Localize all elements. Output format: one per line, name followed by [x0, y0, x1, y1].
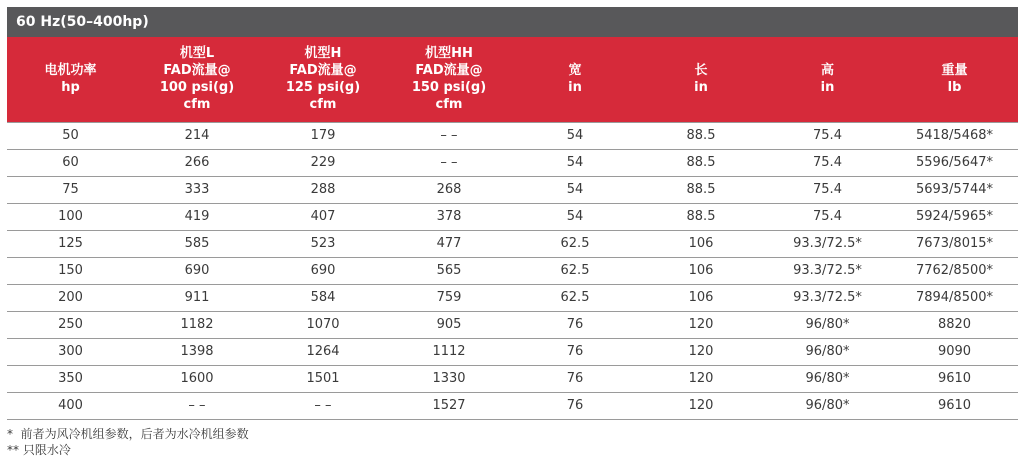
column-header-width — [512, 37, 638, 122]
cell-length: 106 — [638, 257, 764, 284]
cell-motor-power: 200 — [7, 284, 134, 311]
table-row — [7, 392, 1018, 419]
cell-model-l-fad: 266 — [134, 149, 260, 176]
cell-motor-power: 75 — [7, 176, 134, 203]
column-header-line: in — [694, 80, 708, 96]
cell-model-l-fad: 419 — [134, 203, 260, 230]
cell-width: 76 — [512, 392, 638, 419]
cell-model-hh-fad: 905 — [386, 311, 512, 338]
cell-height: 96/80* — [764, 365, 891, 392]
cell-weight: 5596/5647* — [891, 149, 1018, 176]
column-header-line: 长 — [694, 63, 708, 79]
cell-length: 120 — [638, 365, 764, 392]
cell-motor-power: 60 — [7, 149, 134, 176]
cell-weight: 9610 — [891, 392, 1018, 419]
cell-model-h-fad: 1070 — [260, 311, 386, 338]
cell-model-h-fad: 690 — [260, 257, 386, 284]
cell-width: 54 — [512, 176, 638, 203]
cell-model-hh-fad: – – — [386, 149, 512, 176]
header-row — [7, 37, 1018, 122]
cell-length: 88.5 — [638, 176, 764, 203]
table-body — [7, 122, 1018, 419]
cell-width: 54 — [512, 149, 638, 176]
column-header-line: 机型L — [179, 46, 215, 62]
cell-model-hh-fad: 565 — [386, 257, 512, 284]
cell-model-hh-fad: 268 — [386, 176, 512, 203]
column-header-line: in — [820, 80, 835, 96]
cell-model-h-fad: 229 — [260, 149, 386, 176]
column-header-line: in — [568, 80, 582, 96]
column-header-line: hp — [61, 80, 80, 96]
cell-model-h-fad: 1264 — [260, 338, 386, 365]
column-header-line: 机型H — [304, 46, 342, 62]
cell-width: 54 — [512, 122, 638, 149]
cell-model-h-fad: 584 — [260, 284, 386, 311]
column-header-line: cfm — [435, 97, 463, 113]
cell-weight: 7894/8500* — [891, 284, 1018, 311]
cell-weight: 7673/8015* — [891, 230, 1018, 257]
cell-height: 93.3/72.5* — [764, 257, 891, 284]
cell-weight: 5924/5965* — [891, 203, 1018, 230]
column-header-line: 150 psi(g) — [411, 80, 487, 96]
cell-model-h-fad: 523 — [260, 230, 386, 257]
cell-model-hh-fad: 1330 — [386, 365, 512, 392]
cell-length: 106 — [638, 230, 764, 257]
column-header-line: 宽 — [568, 63, 582, 79]
cell-length: 106 — [638, 284, 764, 311]
footnote-water-only: ** 只限水冷 — [7, 443, 71, 457]
cell-model-l-fad: 585 — [134, 230, 260, 257]
cell-weight: 7762/8500* — [891, 257, 1018, 284]
spec-table — [7, 37, 1018, 420]
table-row — [7, 365, 1018, 392]
footnotes — [7, 426, 249, 458]
column-header-line: 机型HH — [425, 46, 473, 62]
cell-height: 75.4 — [764, 203, 891, 230]
cell-weight: 8820 — [891, 311, 1018, 338]
cell-model-l-fad: 1398 — [134, 338, 260, 365]
column-header-model-h-fad — [260, 37, 386, 122]
table-row — [7, 338, 1018, 365]
cell-width: 62.5 — [512, 257, 638, 284]
column-header-line: FAD流量@ — [415, 63, 483, 79]
column-header-line: 高 — [820, 63, 834, 79]
cell-height: 75.4 — [764, 176, 891, 203]
cell-model-hh-fad: 1527 — [386, 392, 512, 419]
spec-table-container — [7, 7, 1018, 420]
cell-model-l-fad: 333 — [134, 176, 260, 203]
column-header-line: 重量 — [941, 63, 968, 79]
column-header-line: 125 psi(g) — [285, 80, 361, 96]
cell-weight: 5418/5468* — [891, 122, 1018, 149]
cell-model-h-fad: 407 — [260, 203, 386, 230]
table-row — [7, 149, 1018, 176]
cell-motor-power: 150 — [7, 257, 134, 284]
cell-width: 54 — [512, 203, 638, 230]
cell-model-hh-fad: 1112 — [386, 338, 512, 365]
column-header-line: lb — [947, 80, 962, 96]
cell-height: 96/80* — [764, 338, 891, 365]
cell-model-h-fad: – – — [260, 392, 386, 419]
column-header-line: 电机功率 — [44, 63, 97, 79]
cell-motor-power: 100 — [7, 203, 134, 230]
table-row — [7, 311, 1018, 338]
cell-length: 120 — [638, 311, 764, 338]
cell-model-l-fad: 214 — [134, 122, 260, 149]
cell-width: 76 — [512, 311, 638, 338]
cell-length: 88.5 — [638, 203, 764, 230]
table-row — [7, 257, 1018, 284]
cell-model-l-fad: 1182 — [134, 311, 260, 338]
cell-motor-power: 400 — [7, 392, 134, 419]
cell-motor-power: 250 — [7, 311, 134, 338]
footnote-air-water: * 前者为风冷机组参数，后者为水冷机组参数 — [7, 427, 249, 441]
cell-width: 76 — [512, 365, 638, 392]
cell-height: 93.3/72.5* — [764, 284, 891, 311]
table-header — [7, 37, 1018, 122]
cell-height: 96/80* — [764, 392, 891, 419]
cell-length: 88.5 — [638, 149, 764, 176]
cell-model-hh-fad: 378 — [386, 203, 512, 230]
cell-weight: 9610 — [891, 365, 1018, 392]
cell-motor-power: 300 — [7, 338, 134, 365]
column-header-line: 100 psi(g) — [159, 80, 235, 96]
cell-model-h-fad: 1501 — [260, 365, 386, 392]
cell-motor-power: 50 — [7, 122, 134, 149]
column-header-line: cfm — [183, 97, 211, 113]
column-header-length — [638, 37, 764, 122]
cell-width: 76 — [512, 338, 638, 365]
cell-height: 75.4 — [764, 122, 891, 149]
column-header-model-l-fad — [134, 37, 260, 122]
cell-width: 62.5 — [512, 230, 638, 257]
cell-length: 120 — [638, 392, 764, 419]
cell-motor-power: 125 — [7, 230, 134, 257]
cell-length: 120 — [638, 338, 764, 365]
column-header-line: FAD流量@ — [163, 63, 231, 79]
table-row — [7, 203, 1018, 230]
cell-model-l-fad: 911 — [134, 284, 260, 311]
cell-model-l-fad: – – — [134, 392, 260, 419]
column-header-motor-power — [7, 37, 134, 122]
cell-height: 75.4 — [764, 149, 891, 176]
cell-weight: 5693/5744* — [891, 176, 1018, 203]
column-header-line: FAD流量@ — [289, 63, 357, 79]
table-title: 60 Hz(50–400hp) — [7, 7, 1018, 37]
cell-model-hh-fad: 477 — [386, 230, 512, 257]
column-header-height — [764, 37, 891, 122]
cell-model-l-fad: 1600 — [134, 365, 260, 392]
column-header-model-hh-fad — [386, 37, 512, 122]
cell-model-hh-fad: – – — [386, 122, 512, 149]
cell-model-h-fad: 288 — [260, 176, 386, 203]
cell-weight: 9090 — [891, 338, 1018, 365]
table-row — [7, 122, 1018, 149]
cell-length: 88.5 — [638, 122, 764, 149]
column-header-weight — [891, 37, 1018, 122]
table-row — [7, 230, 1018, 257]
cell-model-l-fad: 690 — [134, 257, 260, 284]
cell-width: 62.5 — [512, 284, 638, 311]
column-header-line: cfm — [309, 97, 337, 113]
cell-height: 93.3/72.5* — [764, 230, 891, 257]
table-row — [7, 284, 1018, 311]
cell-motor-power: 350 — [7, 365, 134, 392]
table-row — [7, 176, 1018, 203]
cell-model-h-fad: 179 — [260, 122, 386, 149]
cell-height: 96/80* — [764, 311, 891, 338]
cell-model-hh-fad: 759 — [386, 284, 512, 311]
